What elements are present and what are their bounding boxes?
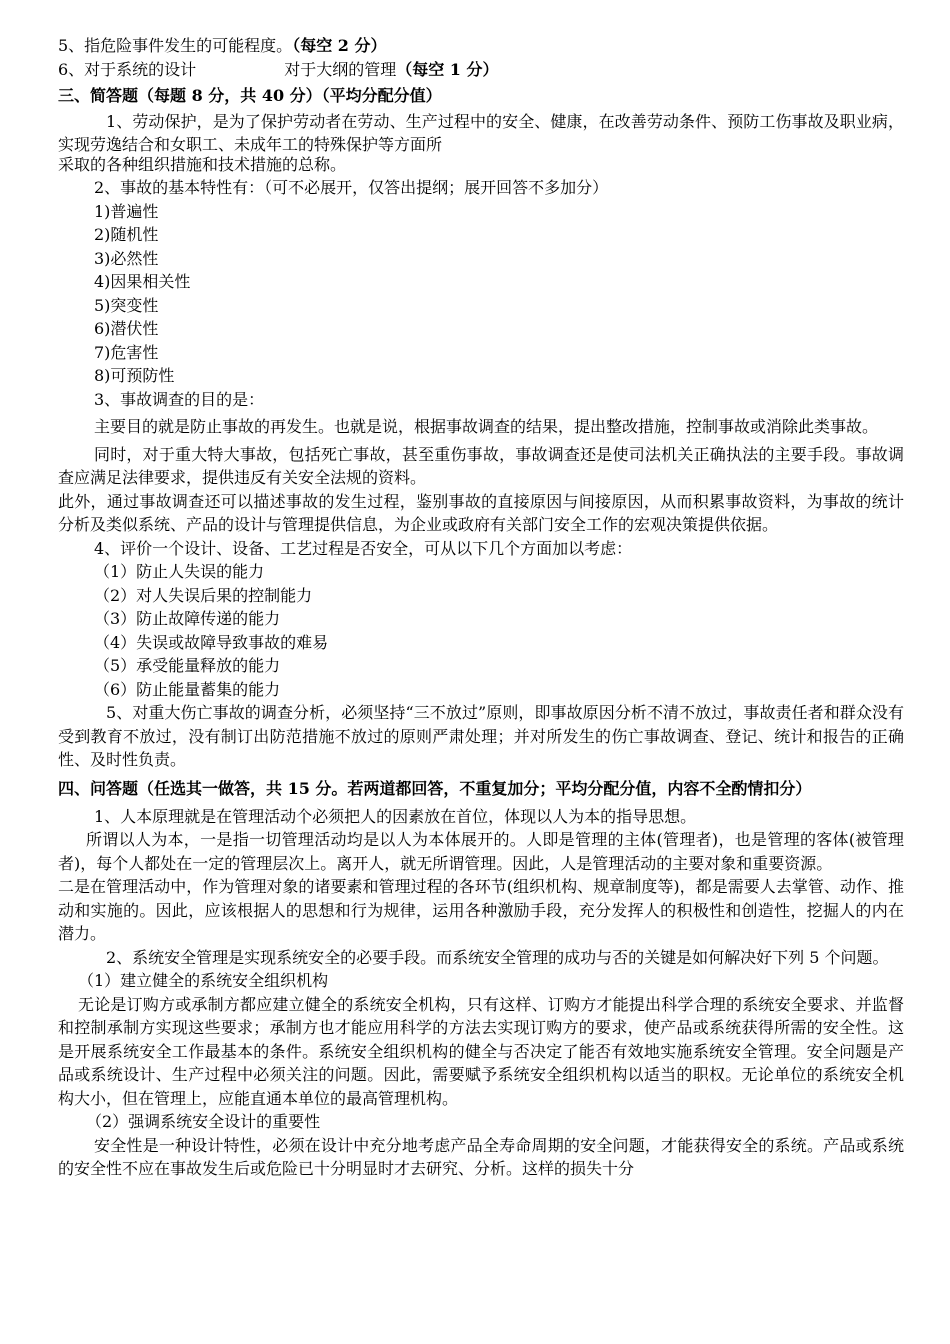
q4-item: （1）防止人失误的能力 [94,562,265,581]
a1-paragraph-2: 二是在管理活动中，作为管理对象的诸要素和管理过程的各环节(组织机构、规章制度等)，都是需要人去掌管、动作、推动和实施的。因此，应该根据人的思想和行为规律，运用各种激励手段，充分发挥人的积极性和创造性，挖掘人的内在潜力。 [58,877,904,943]
answer-5-score: （每空 2 分） [292,36,387,55]
q2-item: 3)必然性 [94,248,159,268]
answer-6a-text: 6、对于系统的设计 [58,59,197,79]
q2-item: 7)危害性 [94,342,159,362]
q2-item: 2)随机性 [94,225,159,244]
a1-intro-text: 1、人本原理就是在管理活动个必须把人的因素放在首位，体现以人为本的指导思想。 [94,806,697,826]
q3-intro: 3、事故调查的目的是： [94,389,265,409]
q1-paragraph: 1、劳动保护，是为了保护劳动者在劳动、生产过程中的安全、健康，在改善劳动条件、预防工伤事故及职业病，实现劳逸结合和女职工、未成年工的特殊保护等方面所 [58,111,904,154]
section-3-heading: 三、简答题（每题 8 分，共 40 分）（平均分配分值） [58,86,442,105]
answer-line-6 [58,58,904,82]
a2-subheading-2: （2）强调系统安全设计的重要性 [86,1112,321,1131]
a2-paragraph-2: 安全性是一种设计特性，必须在设计中充分地考虑产品全寿命周期的安全问题，才能获得安全的系统。产品或系统的安全性不应在事故发生后或危险已十分明显时才去研究、分析。这样的损失十分 [58,1135,904,1178]
answer-6-score: （每空 1 分） [396,59,499,79]
q1-paragraph-end: 采取的各种组织措施和技术措施的总称。 [58,154,347,174]
q3-paragraph-1: 主要目的就是防止事故的再发生。也就是说，根据事故调查的结果，提出整改措施，控制事故或消除此类事故。 [94,417,879,436]
a2-paragraph-1: 无论是订购方或承制方都应建立健全的系统安全机构，只有这样、订购方才能提出科学合理的系统安全要求、并监督和控制承制方实现这些要求；承制方也才能应用科学的方法去实现订购方的要求，使产品或系统获得所需的安全性。这是开展系统安全工作最基本的条件。系统安全组织机构的健全与否决定了能否有效地实施系统安全管理。安全问题是产品或系统设计、生产过程中必须关注的问题。因此，需要赋予系统安全组织机构以适当的职权。无论单位的系统安全机构大小，但在管理上，应能直通本单位的最高管理机构。 [58,994,904,1108]
q2-item: 1)普遍性 [94,201,159,221]
document-page [58,34,904,1181]
q4-item: （6）防止能量蓄集的能力 [94,679,281,699]
q2-item: 8)可预防性 [94,366,175,385]
q4-intro: 4、评价一个设计、设备、工艺过程是否安全，可从以下几个方面加以考虑： [94,538,633,558]
q5-paragraph: 5、对重大伤亡事故的调查分析，必须坚持“三不放过”原则，即事故原因分析不清不放过，事故责任者和群众没有受到教育不放过，没有制订出防范措施不放过的原则严肃处理；并对所发生的伤亡事故调查、登记、统计和报告的正确性、及时性负责。 [58,703,904,769]
answer-6b-text: 对于大纲的管理 [284,59,397,79]
a2-intro: 2、系统安全管理是实现系统安全的必要手段。而系统安全管理的成功与否的关键是如何解决好下列 5 个问题。 [106,947,889,967]
q4-item: （2）对人失误后果的控制能力 [94,585,313,605]
section-4-heading: 四、问答题（任选其一做答，共 15 分。若两道都回答，不重复加分；平均分配分值，内容不全酌情扣分） [58,778,812,798]
q3-paragraph-3: 此外，通过事故调查还可以描述事故的发生过程，鉴别事故的直接原因与间接原因，从而积累事故资料，为事故的统计分析及类似系统、产品的设计与管理提供信息，为企业或政府有关部门安全工作的宏观决策提供依据。 [58,491,904,534]
a1-intro [58,805,904,829]
q4-item: （5）承受能量释放的能力 [94,656,281,675]
q2-item: 6)潜伏性 [94,319,159,338]
a1-paragraph-1: 所谓以人为本，一是指一切管理活动均是以人为本体展开的。人即是管理的主体(管理者)，也是管理的客体(被管理者)，每个人都处在一定的管理层次上。离开人，就无所谓管理。因此，人是管理活动的主要对象和重要资源。 [58,830,904,873]
answer-line-5 [58,34,904,58]
q3-paragraph-2: 同时，对于重大特大事故，包括死亡事故，甚至重伤事故，事故调查还是使司法机关正确执法的主要手段。事故调查应满足法律要求，提供违反有关安全法规的资料。 [58,444,904,487]
answer-5-text: 5、指危险事件发生的可能程度。 [58,36,293,55]
q2-item: 5)突变性 [94,295,159,315]
q4-item: （3）防止故障传递的能力 [94,609,281,628]
q2-intro: 2、事故的基本特性有：（可不必展开，仅答出提纲；展开回答不多加分） [94,178,609,197]
q4-item: （4）失误或故障导致事故的难易 [94,632,329,652]
q2-item: 4)因果相关性 [94,272,191,291]
a2-subheading-1: （1）建立健全的系统安全组织机构 [78,971,329,990]
